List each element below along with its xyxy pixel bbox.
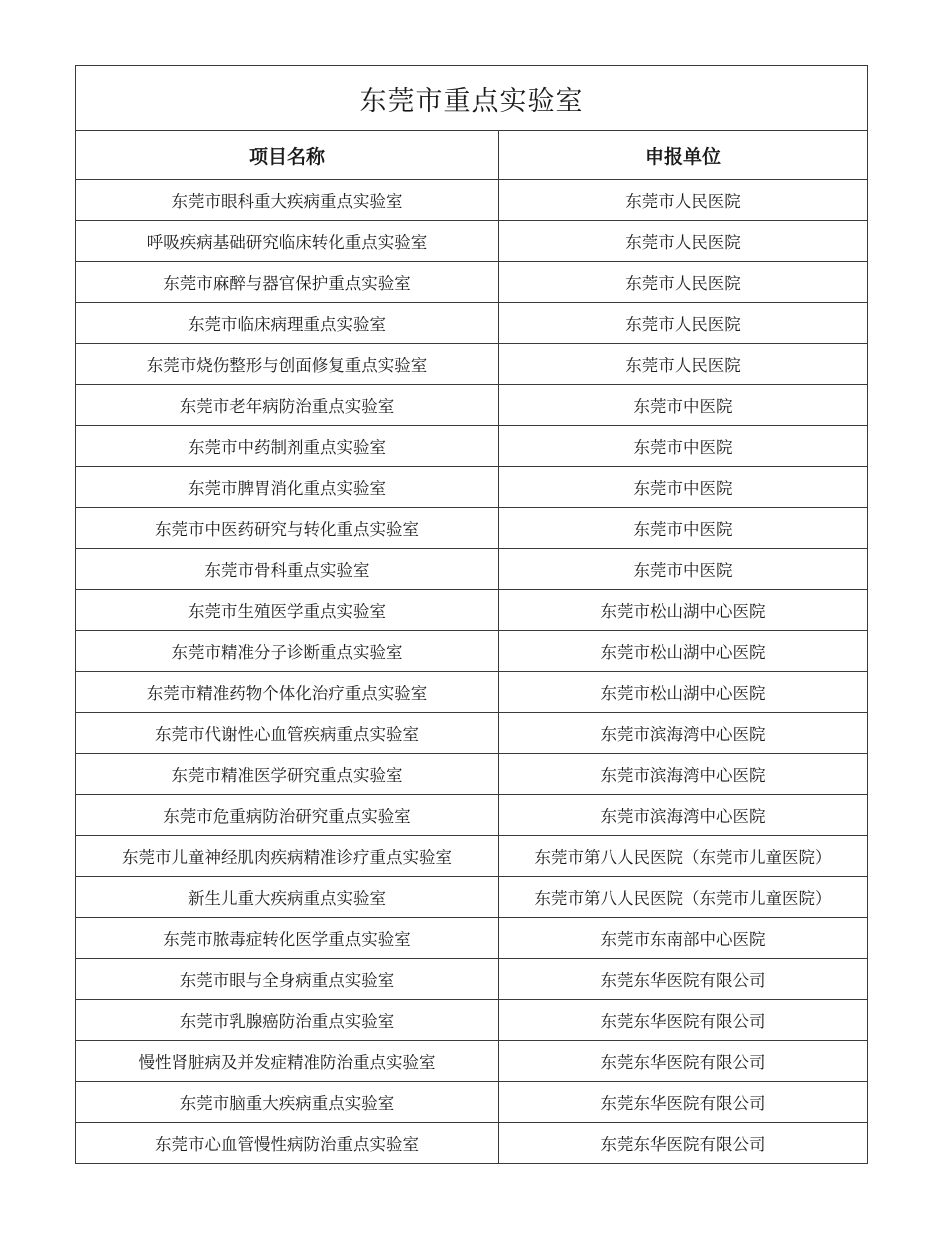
table-row <box>76 877 868 918</box>
project-name-cell: 新生儿重大疾病重点实验室 <box>76 877 499 918</box>
table-row <box>76 344 868 385</box>
applicant-unit-cell: 东莞市人民医院 <box>499 221 868 262</box>
project-name-cell: 东莞市精准分子诊断重点实验室 <box>76 631 499 672</box>
applicant-unit-cell: 东莞市松山湖中心医院 <box>499 590 868 631</box>
table-row <box>76 549 868 590</box>
table-row <box>76 959 868 1000</box>
table-row <box>76 795 868 836</box>
table-row <box>76 1082 868 1123</box>
project-name-cell: 东莞市眼科重大疾病重点实验室 <box>76 180 499 221</box>
table-row <box>76 672 868 713</box>
project-name-cell: 东莞市精准医学研究重点实验室 <box>76 754 499 795</box>
project-name-cell: 东莞市儿童神经肌肉疾病精准诊疗重点实验室 <box>76 836 499 877</box>
applicant-unit-cell: 东莞市松山湖中心医院 <box>499 672 868 713</box>
applicant-unit-cell: 东莞市人民医院 <box>499 303 868 344</box>
applicant-unit-cell: 东莞市中医院 <box>499 385 868 426</box>
applicant-unit-cell: 东莞市滨海湾中心医院 <box>499 795 868 836</box>
project-name-cell: 东莞市心血管慢性病防治重点实验室 <box>76 1123 499 1164</box>
applicant-unit-cell: 东莞市松山湖中心医院 <box>499 631 868 672</box>
column-header-project-name: 项目名称 <box>76 131 499 180</box>
project-name-cell: 东莞市脾胃消化重点实验室 <box>76 467 499 508</box>
project-name-cell: 东莞市临床病理重点实验室 <box>76 303 499 344</box>
table-row <box>76 631 868 672</box>
project-name-cell: 慢性肾脏病及并发症精准防治重点实验室 <box>76 1041 499 1082</box>
table-row <box>76 713 868 754</box>
project-name-cell: 东莞市眼与全身病重点实验室 <box>76 959 499 1000</box>
applicant-unit-cell: 东莞东华医院有限公司 <box>499 959 868 1000</box>
project-name-cell: 东莞市麻醉与器官保护重点实验室 <box>76 262 499 303</box>
applicant-unit-cell: 东莞东华医院有限公司 <box>499 1041 868 1082</box>
project-name-cell: 东莞市代谢性心血管疾病重点实验室 <box>76 713 499 754</box>
table-title: 东莞市重点实验室 <box>76 66 868 131</box>
applicant-unit-cell: 东莞东华医院有限公司 <box>499 1000 868 1041</box>
applicant-unit-cell: 东莞东华医院有限公司 <box>499 1082 868 1123</box>
table-row <box>76 180 868 221</box>
table-row <box>76 754 868 795</box>
table-row <box>76 385 868 426</box>
project-name-cell: 东莞市脓毒症转化医学重点实验室 <box>76 918 499 959</box>
project-name-cell: 东莞市脑重大疾病重点实验室 <box>76 1082 499 1123</box>
applicant-unit-cell: 东莞市中医院 <box>499 549 868 590</box>
table-row <box>76 467 868 508</box>
column-header-applicant-unit: 申报单位 <box>499 131 868 180</box>
applicant-unit-cell: 东莞市中医院 <box>499 467 868 508</box>
title-row <box>76 66 868 131</box>
applicant-unit-cell: 东莞东华医院有限公司 <box>499 1123 868 1164</box>
applicant-unit-cell: 东莞市人民医院 <box>499 180 868 221</box>
applicant-unit-cell: 东莞市第八人民医院（东莞市儿童医院） <box>499 877 868 918</box>
applicant-unit-cell: 东莞市人民医院 <box>499 344 868 385</box>
project-name-cell: 呼吸疾病基础研究临床转化重点实验室 <box>76 221 499 262</box>
project-name-cell: 东莞市乳腺癌防治重点实验室 <box>76 1000 499 1041</box>
table-row <box>76 1041 868 1082</box>
table-row <box>76 590 868 631</box>
applicant-unit-cell: 东莞市东南部中心医院 <box>499 918 868 959</box>
applicant-unit-cell: 东莞市中医院 <box>499 508 868 549</box>
table-row <box>76 262 868 303</box>
table-body <box>76 180 868 1164</box>
table-row <box>76 508 868 549</box>
applicant-unit-cell: 东莞市人民医院 <box>499 262 868 303</box>
applicant-unit-cell: 东莞市第八人民医院（东莞市儿童医院） <box>499 836 868 877</box>
table-row <box>76 303 868 344</box>
table-row <box>76 918 868 959</box>
project-name-cell: 东莞市中药制剂重点实验室 <box>76 426 499 467</box>
table-row <box>76 426 868 467</box>
table-row <box>76 1123 868 1164</box>
applicant-unit-cell: 东莞市滨海湾中心医院 <box>499 713 868 754</box>
laboratory-table <box>75 65 868 1164</box>
project-name-cell: 东莞市危重病防治研究重点实验室 <box>76 795 499 836</box>
project-name-cell: 东莞市生殖医学重点实验室 <box>76 590 499 631</box>
project-name-cell: 东莞市精准药物个体化治疗重点实验室 <box>76 672 499 713</box>
project-name-cell: 东莞市中医药研究与转化重点实验室 <box>76 508 499 549</box>
project-name-cell: 东莞市烧伤整形与创面修复重点实验室 <box>76 344 499 385</box>
project-name-cell: 东莞市骨科重点实验室 <box>76 549 499 590</box>
table-row <box>76 1000 868 1041</box>
header-row <box>76 131 868 180</box>
applicant-unit-cell: 东莞市中医院 <box>499 426 868 467</box>
applicant-unit-cell: 东莞市滨海湾中心医院 <box>499 754 868 795</box>
table-row <box>76 836 868 877</box>
table-row <box>76 221 868 262</box>
project-name-cell: 东莞市老年病防治重点实验室 <box>76 385 499 426</box>
